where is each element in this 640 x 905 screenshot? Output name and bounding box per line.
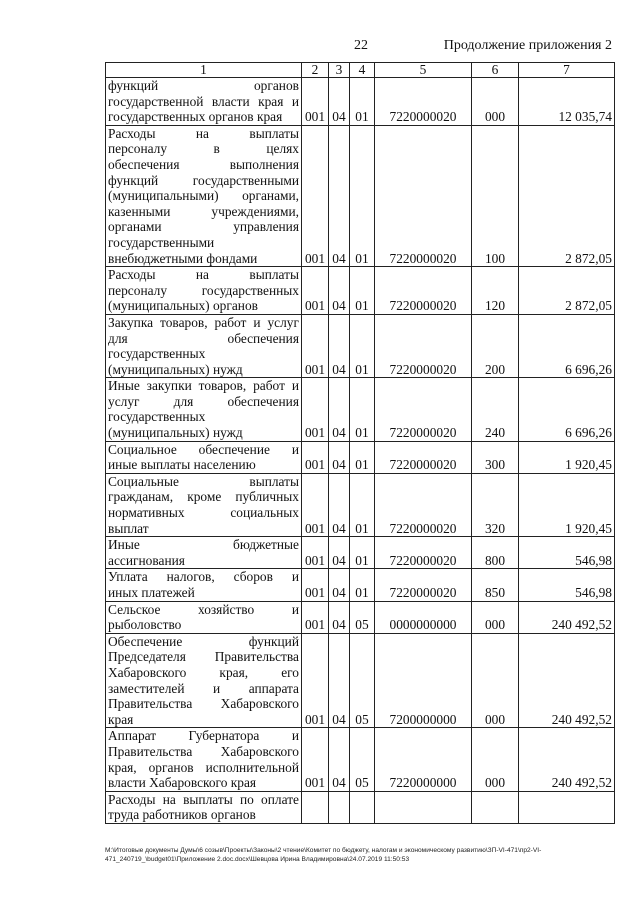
- subsection-code: 05: [350, 601, 375, 633]
- expense-name-line: (муниципальных) органов: [108, 298, 258, 314]
- column-number: 6: [472, 63, 519, 78]
- column-numbers-row: [106, 63, 615, 78]
- table-row: [106, 728, 615, 791]
- section-code: 04: [329, 473, 350, 536]
- footer-path-line: M:\Итоговые документы Думы\6 созыв\Проекты\Законы\2 чтение\Комитет по бюджету, налогам и экономическому развитию\ЗП-VI-471\пр2-VI-: [105, 847, 542, 854]
- expense-name-line: Иные бюджетные: [108, 537, 299, 553]
- ministry-code: 001: [302, 441, 329, 473]
- section-code: 04: [329, 569, 350, 601]
- expense-name: [106, 314, 302, 377]
- subsection-code: 01: [350, 125, 375, 266]
- expense-type-code: 000: [472, 728, 519, 791]
- table-row: [106, 791, 615, 823]
- table-row: [106, 125, 615, 266]
- expense-type-code: 300: [472, 441, 519, 473]
- table-row: [106, 314, 615, 377]
- continuation-heading: Продолжение приложения 2: [443, 38, 612, 53]
- subsection-code: 05: [350, 728, 375, 791]
- amount: 546,98: [519, 537, 615, 569]
- expense-type-code: 100: [472, 125, 519, 266]
- expense-name-line: Правительства Хабаровского: [108, 696, 299, 712]
- expense-name-line: ассигнования: [108, 552, 185, 568]
- target-article-code: 0000000000: [375, 601, 472, 633]
- expense-name-line: государственными: [108, 234, 215, 250]
- expense-name-line: обеспечения выполнения: [108, 156, 299, 172]
- table-row: [106, 633, 615, 728]
- column-number: 1: [106, 63, 302, 78]
- expense-name-line: Социальное обеспечение и: [108, 441, 299, 457]
- subsection-code: 01: [350, 378, 375, 441]
- expense-name-line: края, органов исполнительной: [108, 759, 299, 775]
- expense-name-line: заместителей и аппарата: [108, 680, 299, 696]
- section-code: 04: [329, 314, 350, 377]
- table-row: [106, 537, 615, 569]
- expense-name-line: труда работников органов: [108, 807, 256, 823]
- expense-name-line: Закупка товаров, работ и услуг: [108, 314, 299, 330]
- ministry-code: 001: [302, 473, 329, 536]
- expense-type-code: 850: [472, 569, 519, 601]
- expense-name: [106, 791, 302, 823]
- expense-name-line: (муниципальных) нужд: [108, 425, 243, 441]
- target-article-code: 7200000000: [375, 633, 472, 728]
- expense-name-line: (муниципальными) органами,: [108, 188, 299, 204]
- subsection-code: 01: [350, 267, 375, 315]
- target-article-code: 7220000020: [375, 473, 472, 536]
- target-article-code: 7220000020: [375, 378, 472, 441]
- expense-name-line: Расходы на выплаты: [108, 125, 299, 141]
- section-code: 04: [329, 267, 350, 315]
- section-code: [329, 791, 350, 823]
- table-row: [106, 473, 615, 536]
- subsection-code: 05: [350, 633, 375, 728]
- file-path-footer: [105, 846, 615, 864]
- expense-name: [106, 569, 302, 601]
- expense-name-line: внебюджетными фондами: [108, 250, 258, 266]
- subsection-code: 01: [350, 569, 375, 601]
- section-code: 04: [329, 601, 350, 633]
- expense-type-code: 320: [472, 473, 519, 536]
- expense-name-line: функций государственными: [108, 172, 299, 188]
- expense-name-line: выплат: [108, 520, 149, 536]
- table-row: [106, 569, 615, 601]
- expense-name: [106, 633, 302, 728]
- target-article-code: 7220000020: [375, 125, 472, 266]
- target-article-code: 7220000020: [375, 267, 472, 315]
- table-body: [106, 78, 615, 824]
- section-code: 04: [329, 125, 350, 266]
- ministry-code: 001: [302, 633, 329, 728]
- column-number: 5: [375, 63, 472, 78]
- ministry-code: [302, 791, 329, 823]
- column-number: 2: [302, 63, 329, 78]
- subsection-code: 01: [350, 473, 375, 536]
- expense-name-line: Аппарат Губернатора и: [108, 728, 299, 744]
- section-code: 04: [329, 78, 350, 126]
- amount: 6 696,26: [519, 378, 615, 441]
- amount: 240 492,52: [519, 728, 615, 791]
- ministry-code: 001: [302, 537, 329, 569]
- expense-name-line: Социальные выплаты: [108, 473, 299, 489]
- target-article-code: 7220000020: [375, 314, 472, 377]
- ministry-code: 001: [302, 78, 329, 126]
- table-row: [106, 267, 615, 315]
- expense-name-line: края: [108, 711, 134, 727]
- expense-type-code: [472, 791, 519, 823]
- subsection-code: [350, 791, 375, 823]
- expense-name-line: власти Хабаровского края: [108, 775, 257, 791]
- amount: 240 492,52: [519, 601, 615, 633]
- ministry-code: 001: [302, 125, 329, 266]
- amount: 240 492,52: [519, 633, 615, 728]
- expense-name: [106, 537, 302, 569]
- expense-name: [106, 378, 302, 441]
- target-article-code: 7220000020: [375, 569, 472, 601]
- expense-name-line: государственных: [108, 409, 206, 425]
- expense-type-code: 000: [472, 78, 519, 126]
- expense-name-line: государственных органов края: [108, 109, 283, 125]
- ministry-code: 001: [302, 267, 329, 315]
- target-article-code: 7220000020: [375, 441, 472, 473]
- expense-type-code: 800: [472, 537, 519, 569]
- expense-name-line: Расходы на выплаты по оплате: [108, 791, 299, 807]
- ministry-code: 001: [302, 569, 329, 601]
- target-article-code: [375, 791, 472, 823]
- section-code: 04: [329, 728, 350, 791]
- ministry-code: 001: [302, 378, 329, 441]
- amount: [519, 791, 615, 823]
- subsection-code: 01: [350, 78, 375, 126]
- section-code: 04: [329, 633, 350, 728]
- expense-name-line: иные выплаты населению: [108, 457, 256, 473]
- table-row: [106, 378, 615, 441]
- table-row: [106, 78, 615, 126]
- expense-name-line: иных платежей: [108, 585, 195, 600]
- expense-name-line: Расходы на выплаты: [108, 267, 299, 283]
- expense-name-line: Председателя Правительства: [108, 649, 299, 665]
- expense-name-line: Правительства Хабаровского: [108, 743, 299, 759]
- section-code: 04: [329, 537, 350, 569]
- expense-name-line: нормативных социальных: [108, 505, 299, 521]
- expense-name-line: Обеспечение функций: [108, 633, 299, 649]
- expense-name: [106, 125, 302, 266]
- expense-name: [106, 267, 302, 315]
- amount: 2 872,05: [519, 267, 615, 315]
- expense-name: [106, 728, 302, 791]
- expense-name: [106, 78, 302, 126]
- expense-name-line: для обеспечения: [108, 330, 299, 346]
- section-code: 04: [329, 378, 350, 441]
- footer-path-line: 471_240719_\budget01\Приложение 2.doc.docx\Шевцова Ирина Владимировна\24.07.2019 11:50:53: [105, 856, 410, 863]
- expense-name-line: Сельское хозяйство и: [108, 601, 299, 617]
- expense-name-line: Иные закупки товаров, работ и: [108, 378, 299, 394]
- expense-name-line: персоналу государственных: [108, 282, 299, 298]
- expense-name-line: персоналу в целях: [108, 141, 299, 157]
- section-code: 04: [329, 441, 350, 473]
- amount: 546,98: [519, 569, 615, 601]
- subsection-code: 01: [350, 537, 375, 569]
- table-row: [106, 601, 615, 633]
- page-number: 22: [354, 38, 368, 53]
- amount: 1 920,45: [519, 441, 615, 473]
- amount: 2 872,05: [519, 125, 615, 266]
- ministry-code: 001: [302, 601, 329, 633]
- expense-name: [106, 473, 302, 536]
- expense-name-line: государственной власти края и: [108, 93, 299, 109]
- amount: 12 035,74: [519, 78, 615, 126]
- amount: 1 920,45: [519, 473, 615, 536]
- column-number: 4: [350, 63, 375, 78]
- budget-table: [105, 62, 615, 824]
- expense-name-line: функций органов: [108, 78, 299, 93]
- expense-name-line: (муниципальных) нужд: [108, 361, 243, 377]
- expense-name-line: гражданам, кроме публичных: [108, 489, 299, 505]
- amount: 6 696,26: [519, 314, 615, 377]
- target-article-code: 7220000020: [375, 537, 472, 569]
- expense-type-code: 240: [472, 378, 519, 441]
- target-article-code: 7220000020: [375, 78, 472, 126]
- subsection-code: 01: [350, 314, 375, 377]
- expense-name-line: органами управления: [108, 219, 299, 235]
- column-number: 7: [519, 63, 615, 78]
- expense-name-line: услуг для обеспечения: [108, 393, 299, 409]
- expense-name-line: государственных: [108, 346, 206, 362]
- expense-name-line: Хабаровского края, его: [108, 664, 299, 680]
- ministry-code: 001: [302, 728, 329, 791]
- expense-type-code: 000: [472, 633, 519, 728]
- subsection-code: 01: [350, 441, 375, 473]
- ministry-code: 001: [302, 314, 329, 377]
- expense-type-code: 120: [472, 267, 519, 315]
- expense-name: [106, 441, 302, 473]
- column-number: 3: [329, 63, 350, 78]
- table-row: [106, 441, 615, 473]
- expense-name-line: рыболовство: [108, 617, 182, 633]
- expense-type-code: 000: [472, 601, 519, 633]
- expense-name-line: Уплата налогов, сборов и: [108, 569, 299, 585]
- expense-name-line: казенными учреждениями,: [108, 203, 299, 219]
- expense-name: [106, 601, 302, 633]
- expense-type-code: 200: [472, 314, 519, 377]
- target-article-code: 7220000000: [375, 728, 472, 791]
